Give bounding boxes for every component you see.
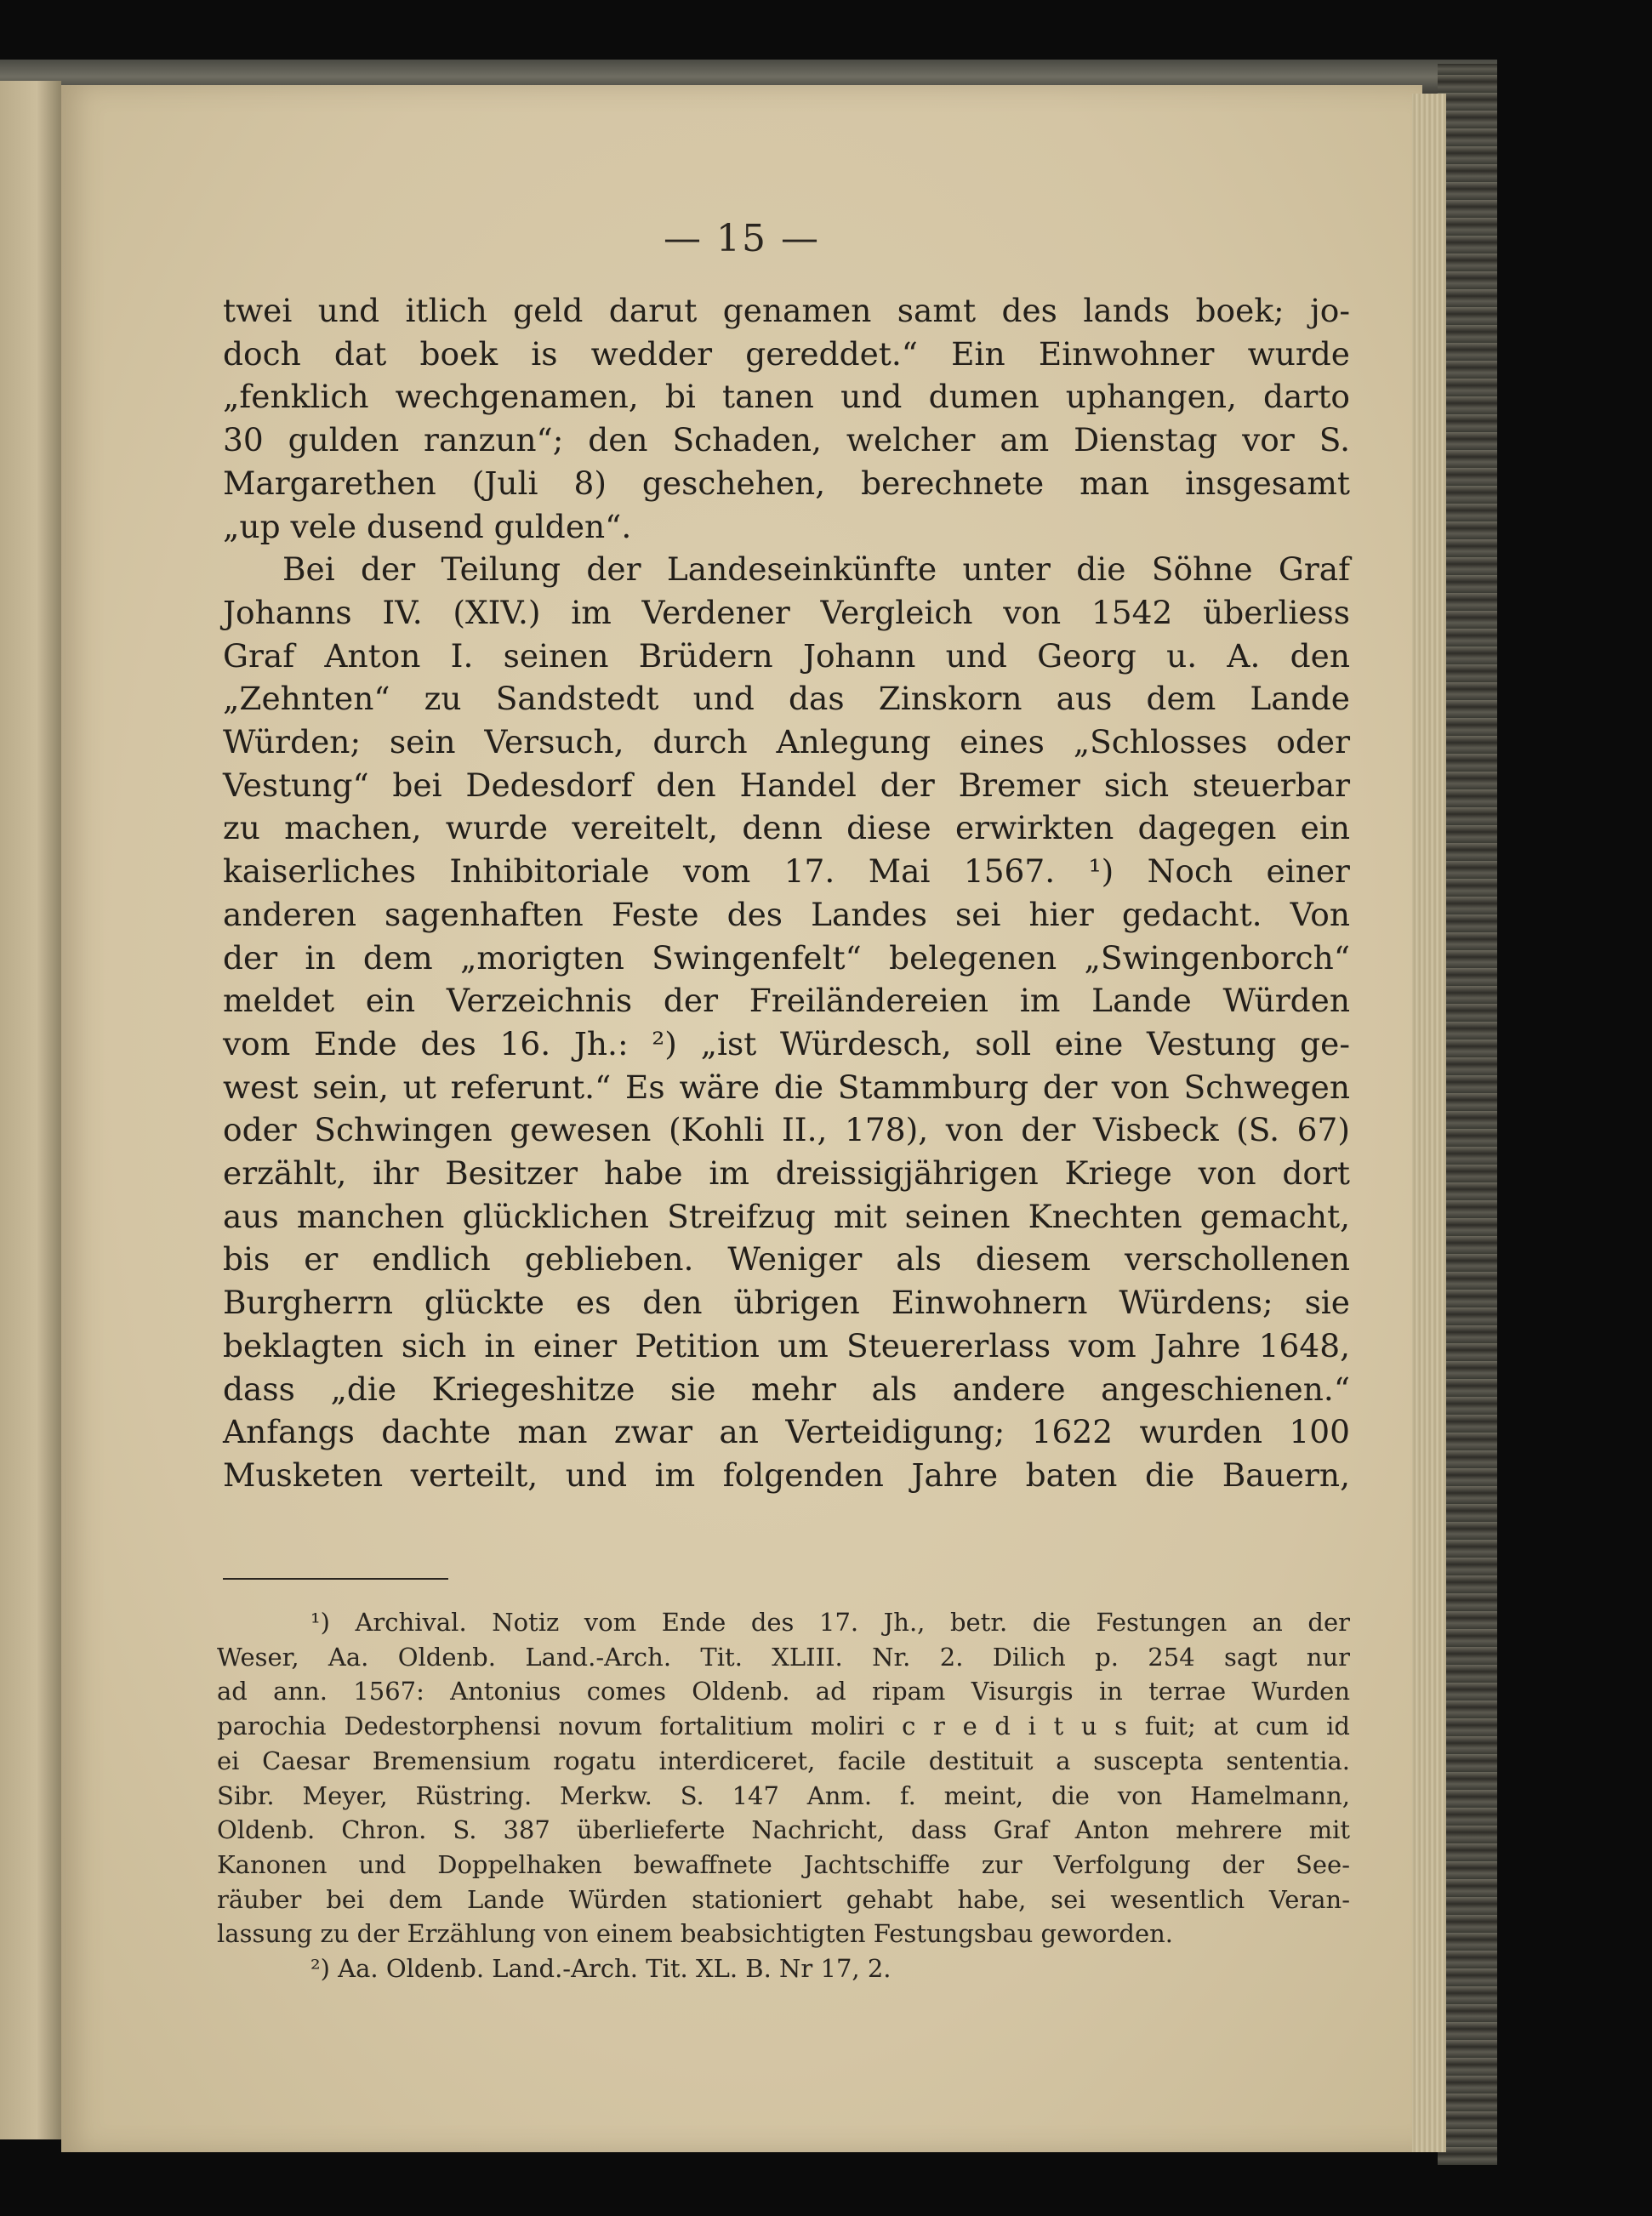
- body-text: [223, 289, 1350, 1497]
- left-page-edge: [0, 81, 61, 2139]
- footnote-line: parochia Dedestorphensi novum fortalitium moliri c r e d i t u s fuit; at cum id: [217, 1712, 1350, 1741]
- text-line: 30 gulden ranzun“; den Schaden, welcher am Dienstag vor S.: [223, 421, 1350, 459]
- text-line: aus manchen glücklichen Streifzug mit seinen Knechten gemacht,: [223, 1197, 1350, 1235]
- text-line: „fenklich wechgenamen, bi tanen und dumen uphangen, darto: [223, 378, 1350, 416]
- text-line: west sein, ut referunt.“ Es wäre die Stammburg der von Schwegen: [223, 1068, 1350, 1106]
- footnote-line: Oldenb. Chron. S. 387 überlieferte Nachricht, dass Graf Anton mehrere mit: [217, 1815, 1350, 1845]
- text-line: zu machen, wurde vereitelt, denn diese erwirkten dagegen ein: [223, 809, 1350, 847]
- text-line: „Zehnten“ zu Sandstedt und das Zinskorn aus dem Lande: [223, 680, 1350, 718]
- text-line: dass „die Kriegeshitze sie mehr als andere angeschienen.“: [223, 1370, 1350, 1408]
- text-line: vom Ende des 16. Jh.: ²) „ist Würdesch, soll eine Vestung ge-: [223, 1024, 1350, 1062]
- marbled-cover-edge: [1438, 64, 1497, 2165]
- footnote-divider: [223, 1578, 448, 1580]
- footnote-line: Kanonen und Doppelhaken bewaffnete Jachtschiffe zur Verfolgung der See-: [217, 1849, 1350, 1879]
- footnote-line: ¹) Archival. Notiz vom Ende des 17. Jh., betr. die Festungen an der: [310, 1608, 1350, 1637]
- page-stack-edges: [1412, 94, 1446, 2152]
- text-line: Bei der Teilung der Landeseinkünfte unter die Söhne Graf: [282, 550, 1350, 589]
- text-line: Würden; sein Versuch, durch Anlegung eines „Schlosses oder: [223, 723, 1350, 761]
- text-line: Burgherrn glückte es den übrigen Einwohnern Würdens; sie: [223, 1284, 1350, 1322]
- text-line: kaiserliches Inhibitoriale vom 17. Mai 1567. ¹) Noch einer: [223, 852, 1350, 891]
- text-line: twei und itlich geld darut genamen samt des lands boek; jo-: [223, 292, 1350, 329]
- page-number: — 15 —: [664, 217, 820, 260]
- text-line: Anfangs dachte man zwar an Verteidigung; 1622 wurden 100: [223, 1413, 1350, 1451]
- text-line: Margarethen (Juli 8) geschehen, berechnete man insgesamt: [223, 464, 1350, 502]
- text-line: erzählt, ihr Besitzer habe im dreissigjährigen Kriege von dort: [223, 1154, 1350, 1193]
- footnote-line: Sibr. Meyer, Rüstring. Merkw. S. 147 Anm. f. meint, die von Hamelmann,: [217, 1780, 1350, 1810]
- text-line: bis er endlich geblieben. Weniger als diesem verschollenen: [223, 1240, 1350, 1279]
- footnote-line: ²) Aa. Oldenb. Land.-Arch. Tit. XL. B. Nr 17, 2.: [310, 1954, 892, 1984]
- footnote-line: Weser, Aa. Oldenb. Land.-Arch. Tit. XLIII. Nr. 2. Dilich p. 254 sagt nur: [217, 1642, 1350, 1672]
- text-line: „up vele dusend gulden“.: [223, 507, 632, 545]
- text-line: oder Schwingen gewesen (Kohli II., 178), von der Visbeck (S. 67): [223, 1111, 1350, 1149]
- text-line: beklagten sich in einer Petition um Steuererlass vom Jahre 1648,: [223, 1326, 1350, 1364]
- footnote-line: räuber bei dem Lande Würden stationiert gehabt habe, sei wesentlich Veran-: [217, 1884, 1350, 1914]
- book-page: [61, 85, 1422, 2152]
- text-line: Vestung“ bei Dedesdorf den Handel der Bremer sich steuerbar: [223, 766, 1350, 804]
- text-line: doch dat boek is wedder gereddet.“ Ein Einwohner wurde: [223, 334, 1350, 373]
- text-line: Johanns IV. (XIV.) im Verdener Vergleich von 1542 überliess: [223, 593, 1350, 631]
- text-line: Graf Anton I. seinen Brüdern Johann und Georg u. A. den: [223, 636, 1350, 675]
- footnote-line: ad ann. 1567: Antonius comes Oldenb. ad ripam Visurgis in terrae Wurden: [217, 1677, 1350, 1706]
- text-line: der in dem „morigten Swingenfelt“ belegenen „Swingenborch“: [223, 938, 1350, 977]
- footnote-line: ei Caesar Bremensium rogatu interdiceret, facile destituit a suscepta sententia.: [217, 1746, 1350, 1775]
- text-line: meldet ein Verzeichnis der Freiländereien im Lande Würden: [223, 982, 1350, 1020]
- footnote-line: lassung zu der Erzählung von einem beabsichtigten Festungsbau geworden.: [217, 1919, 1174, 1949]
- footnotes: [217, 1605, 1350, 1986]
- text-line: Musketen verteilt, und im folgenden Jahre baten die Bauern,: [223, 1455, 1350, 1494]
- text-line: anderen sagenhaften Feste des Landes sei hier gedacht. Von: [223, 895, 1350, 933]
